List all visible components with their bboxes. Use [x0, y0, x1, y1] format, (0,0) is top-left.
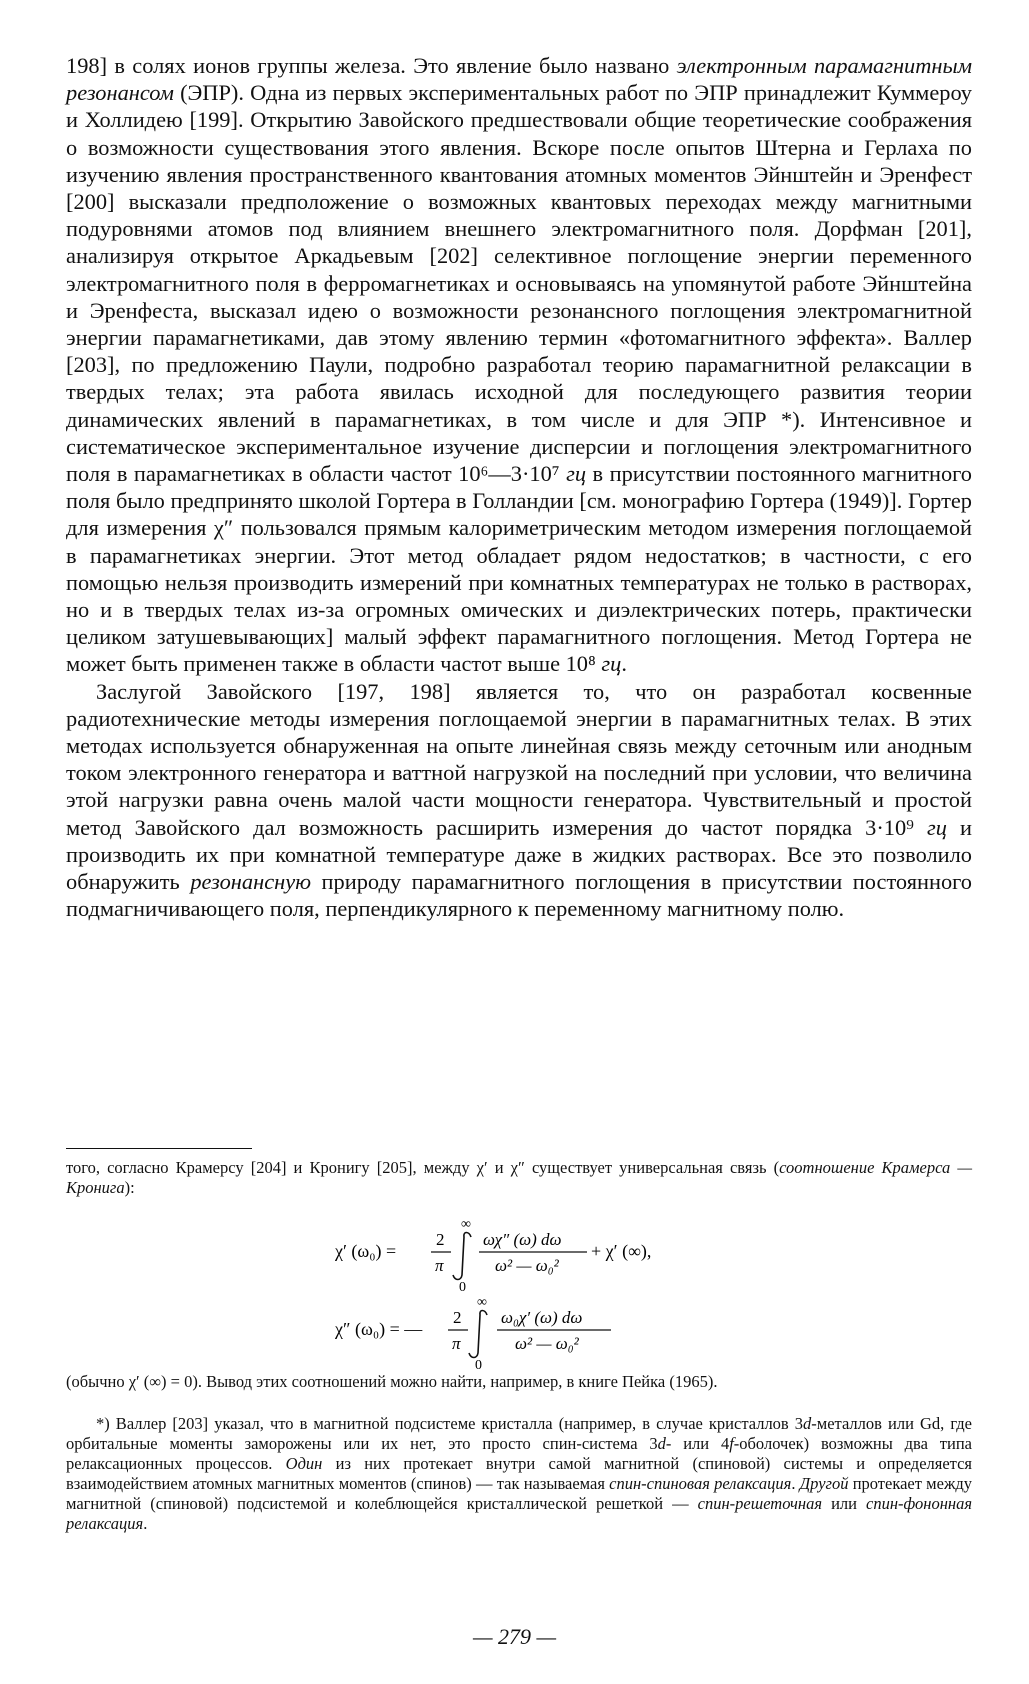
footnote-after-equations [66, 1372, 972, 1392]
text-run: Заслугой Завойского [197, 198] является то, что он разработал косвенные радиотехнические методы измерения поглощаемой энергии в парамагнитных телах. В этих методах используется обнаруженная на опыте линейная связь между сеточным или анодным током электронного генератора и ваттной нагрузкой на последний при условии, что величина этой нагрузки равна очень малой части мощности генератора. Чувствительный и простой метод Завойского дал возможность расширить измерения до частот порядка 3·10⁹ [66, 678, 972, 840]
text-run: - или 4 [665, 1434, 730, 1453]
italic-text-run: гц [601, 651, 622, 677]
eq1-numerator: ωχ″ (ω) dω [483, 1230, 562, 1249]
text-run: (ЭПР). Одна из первых экспериментальных работ по ЭПР принадлежит Куммероу и Холлидею [199]. Открытию Завойского предшествовали общие теоретические соображения о возможности существования этого явления. Вскоре после опытов Штерна и Герлаха по изучению явления пространственного квантования атомных моментов Эйнштейн и Эренфест [200] высказали предположение о возможных квантовых переходах между магнитными подуровнями атомов под влиянием внешнего электромагнитного поля. Дорфман [201], анализируя открытое Аркадьевым [202] селективное поглощение энергии переменного электромагнитного поля в ферромагнетиках и основываясь на упомянутой работе Эйнштейна и Эренфеста, высказал идею о возможности резонансного поглощения электромагнитной энергии парамагнетиками, дав этому явлению термин «фотомагнитного эффекта». Валлер [203], по предложению Паули, подробно разработал теорию парамагнитной релаксации в твердых телах; эта работа явилась исходной для последующего развития теории динамических явлений в парамагнетиках, в том числе и для ЭПР *). Интенсивное и систематическое экспериментальное изучение дисперсии и поглощения электромагнитного поля в парамагнетиках в области частот 10⁶—3·10⁷ [66, 80, 972, 487]
italic-text-run: спин-решеточная [697, 1494, 823, 1513]
eq1-upper-limit: ∞ [461, 1217, 471, 1232]
text-run: из них протекает внутри самой магнитной (спиновой) системы и определяется взаимодействием атомных магнитных моментов (спинов) — так называемая [66, 1454, 972, 1493]
footnote-after [66, 1372, 972, 1392]
eq2-upper-limit: ∞ [477, 1295, 487, 1310]
eq1-coef-den: π [435, 1256, 444, 1275]
main-text [66, 52, 972, 923]
footnote-separator [66, 1148, 252, 1149]
text-run: . [791, 1474, 800, 1493]
text-run: природу парамагнитного поглощения в присутствии постоянного подмагничивающего поля, перпендикулярного к переменному магнитному полю. [66, 869, 972, 922]
italic-text-run: гц [927, 814, 947, 840]
italic-text-run: гц [566, 461, 587, 487]
footnote-asterisk [66, 1414, 972, 1534]
text-run: . [621, 651, 627, 677]
equation-kramers-kronig-1 [335, 1215, 755, 1293]
eq2-lower-limit: 0 [475, 1358, 482, 1371]
footnote-asterisk-text [66, 1414, 972, 1534]
italic-text-run: резонансную [190, 869, 311, 895]
italic-text-run: d [657, 1434, 666, 1453]
page-number: — 279 — [472, 1624, 557, 1649]
text-run: протекает между магнитной (спиновой) подсистемой и колеблющейся кристаллической решеткой — [66, 1474, 972, 1513]
text-run: -металлов или Gd, где орбитальные моменты заморожены или их нет, это просто спин-система 3 [66, 1414, 972, 1453]
italic-text-run: спин-спиновая релаксация [609, 1474, 792, 1493]
italic-text-run: Другой [799, 1474, 849, 1493]
eq1-integral-sign [453, 1233, 471, 1280]
italic-text-run: электронным парамагнитным резонансом [66, 53, 972, 106]
text-run: ): [124, 1178, 135, 1197]
eq1-tail: + χ′ (∞), [591, 1241, 652, 1261]
eq1-lhs: χ′ (ω₀) = [335, 1241, 397, 1261]
text-run: и производить их при комнатной температуре даже в жидких растворах. Все это позволило обнаружить [66, 814, 972, 895]
eq2-lhs: χ″ (ω₀) = — [335, 1319, 423, 1339]
italic-text-run: соотношение Крамерса — Кронига [66, 1158, 973, 1197]
text-run: *) Валлер [203] указал, что в магнитной подсистеме кристалла (например, в случае кристаллов 3 [96, 1414, 804, 1433]
eq1-coef-num: 2 [436, 1230, 445, 1249]
text-run: 198] в солях ионов группы железа. Это явление было названо [66, 53, 677, 78]
eq2-coef-den: π [452, 1334, 461, 1353]
eq1-lower-limit: 0 [459, 1280, 466, 1293]
text-run: того, согласно Крамерсу [204] и Кронигу [205], между χ′ и χ″ существует универсальная связь ( [66, 1158, 780, 1177]
italic-text-run: Один [285, 1454, 323, 1473]
paragraph-2 [66, 678, 972, 923]
text-run: (обычно χ′ (∞) = 0). Вывод этих соотношений можно найти, например, в книге Пейка (1965). [66, 1372, 718, 1391]
eq1-denominator: ω² — ω₀² [495, 1256, 559, 1275]
eq2-integral-sign [469, 1311, 487, 1358]
italic-text-run: f [729, 1434, 734, 1453]
italic-text-run: спин-фононная релаксация [66, 1494, 972, 1533]
text-run: -оболочек) возможны два типа релаксационных процессов. [66, 1434, 972, 1473]
text-run: в присутствии постоянного магнитного поля было предпринято школой Гортера в Голландии [см. монографию Гортера (1949)]. Гортер для измерения χ″ пользовался прямым калориметрическим методом измерения поглощаемой в парамагнетиках энергии. Этот метод обладает рядом недостатков; в частности, с его помощью нельзя производить измерений при комнатных температурах не только в растворах, но и в твердых телах из-за огромных омических и диэлектрических потерь, практически целиком затушевывающих] малый эффект парамагнитного поглощения. Метод Гортера не может быть применен также в области частот выше 10⁸ [66, 461, 972, 677]
eq2-numerator: ω₀χ′ (ω) dω [501, 1308, 583, 1327]
footnote-intro [66, 1158, 972, 1198]
text-run: или [822, 1494, 867, 1513]
text-run: . [143, 1514, 148, 1533]
italic-text-run: d [803, 1414, 812, 1433]
eq2-denominator: ω² — ω₀² [515, 1334, 579, 1353]
equation-kramers-kronig-2 [335, 1293, 755, 1371]
eq2-coef-num: 2 [453, 1308, 462, 1327]
paragraph-1 [66, 52, 972, 678]
footnote-continuation [66, 1158, 972, 1198]
